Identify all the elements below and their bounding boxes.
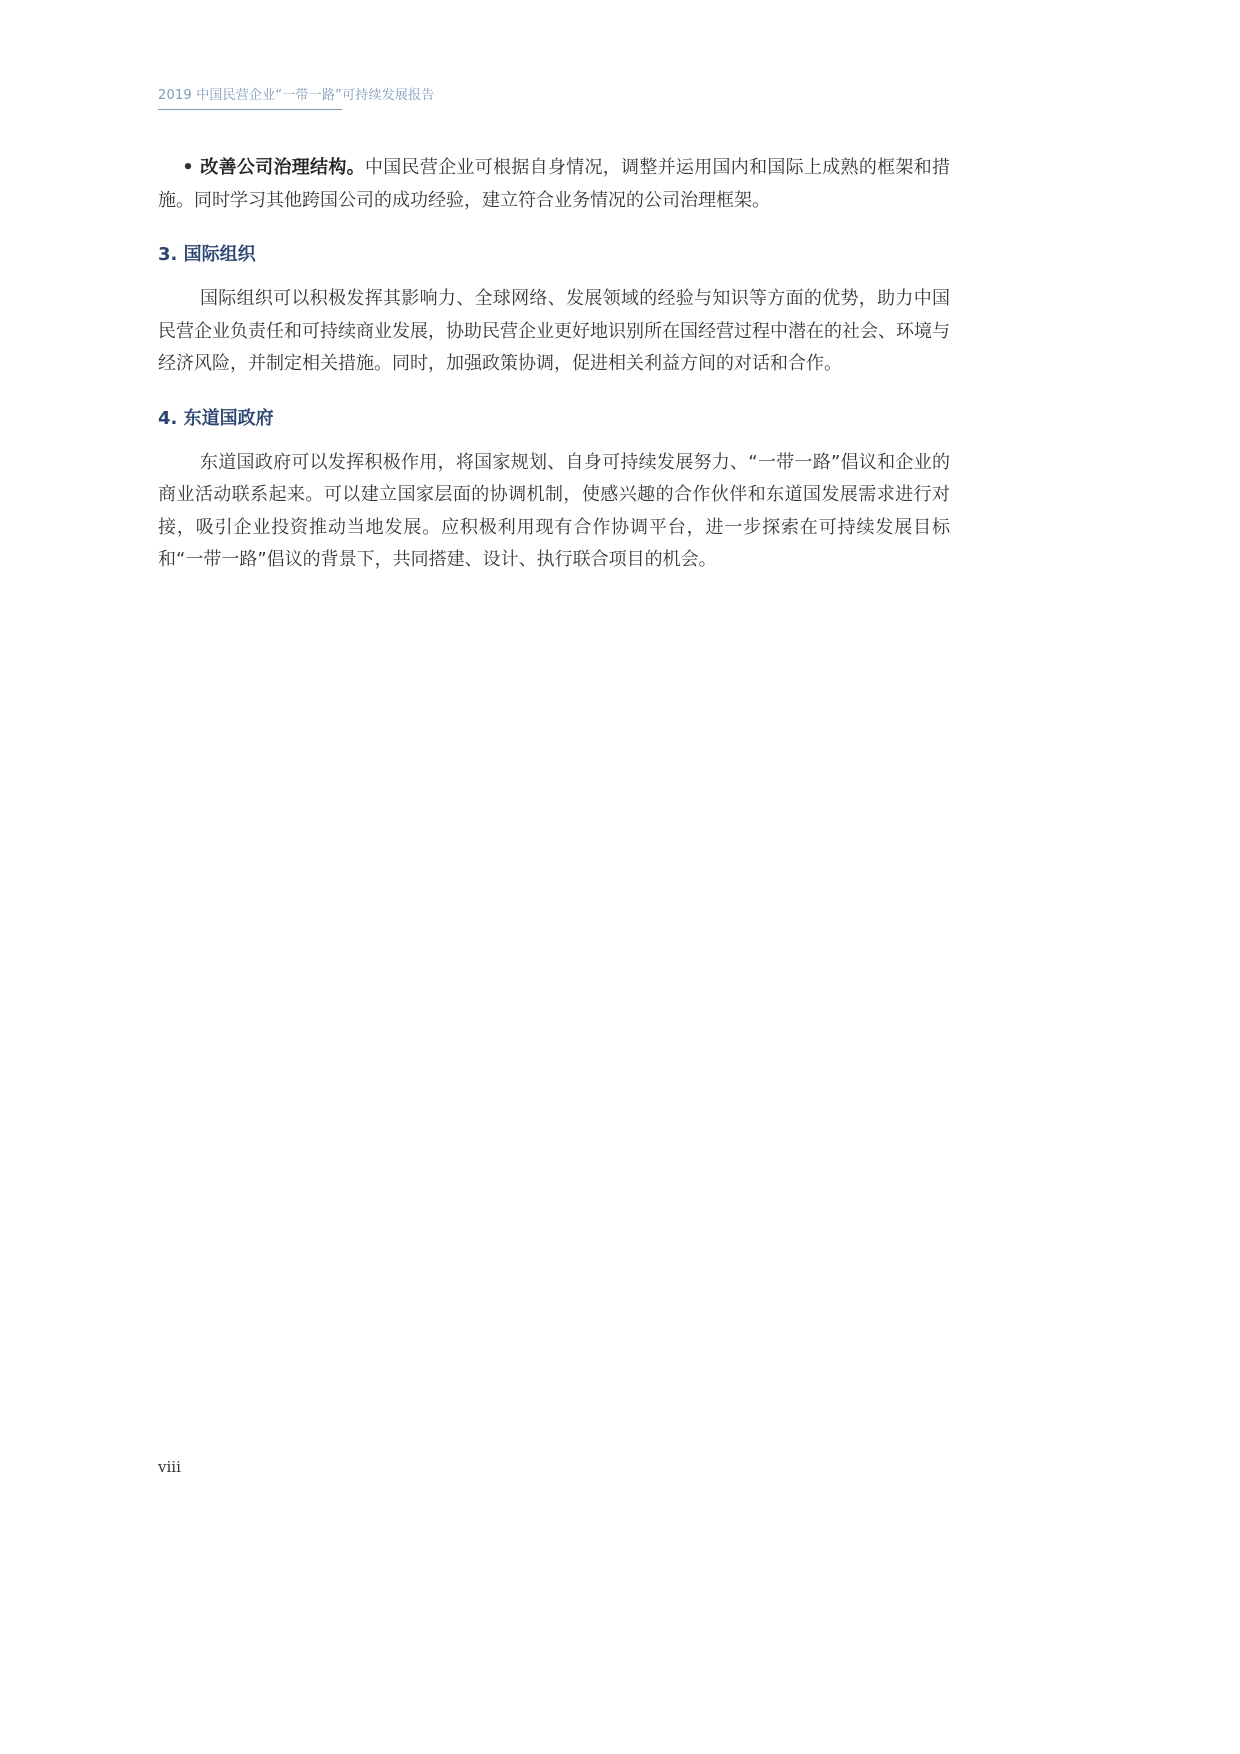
bullet-lead-text: 改善公司治理结构。 [200,157,365,178]
bullet-paragraph [158,152,950,217]
page-body [158,152,950,577]
bullet-marker: • [182,157,194,178]
header-divider [158,109,342,110]
section-3-paragraph: 国际组织可以积极发挥其影响力、全球网络、发展领域的经验与知识等方面的优势，助力中国民营企业负责任和可持续商业发展，协助民营企业更好地识别所在国经营过程中潜在的社会、环境与经济风险，并制定相关措施。同时，加强政策协调，促进相关利益方间的对话和合作。 [158,288,950,374]
bullet-body-text: 中国民营企业可根据自身情况，调整并运用国内和国际上成熟的框架和措施。同时学习其他跨国公司的成功经验，建立符合业务情况的公司治理框架。 [158,157,951,211]
running-header: 2019 中国民营企业“一带一路”可持续发展报告 [158,88,435,103]
section-3-heading: 3. 国际组织 [158,244,256,265]
section-4-paragraph: 东道国政府可以发挥积极作用，将国家规划、自身可持续发展努力、“一带一路”倡议和企业的商业活动联系起来。可以建立国家层面的协调机制，使感兴趣的合作伙伴和东道国发展需求进行对接，吸引企业投资推动当地发展。应积极利用现有合作协调平台，进一步探索在可持续发展目标和“一带一路”倡议的背景下，共同搭建、设计、执行联合项目的机会。 [158,451,950,570]
page-number: viii [158,1458,181,1476]
section-4-heading: 4. 东道国政府 [158,407,274,429]
